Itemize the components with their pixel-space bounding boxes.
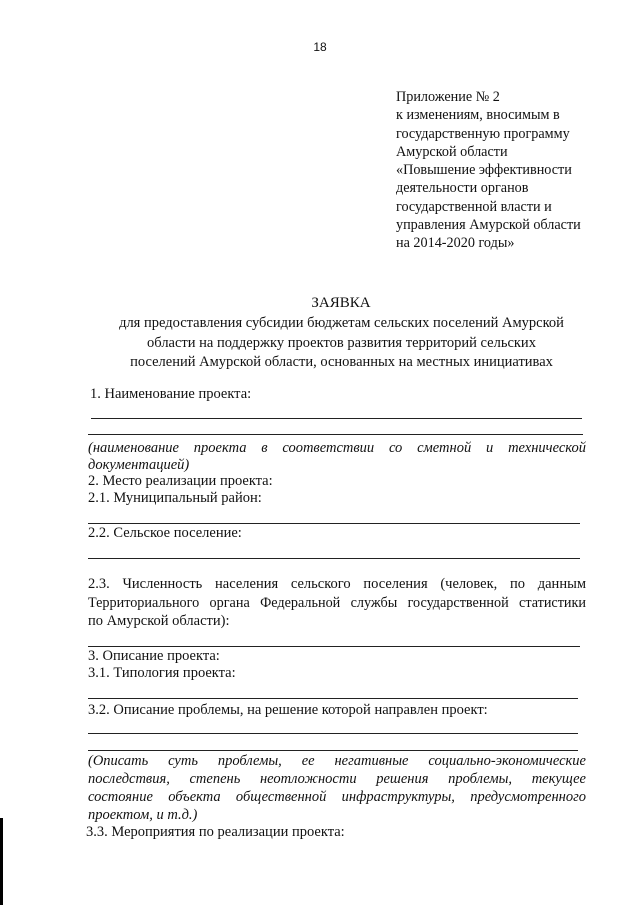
subtitle-line: поселений Амурской области, основанных на местных инициативах <box>130 354 553 370</box>
appendix-line: управления Амурской области <box>396 217 581 234</box>
subtitle-line: для предоставления субсидии бюджетам сельских поселений Амурской <box>119 315 564 331</box>
fill-line[interactable] <box>88 750 578 751</box>
appendix-line: на 2014-2020 годы» <box>396 235 515 252</box>
item-3-note: последствия, степень неотложности решения проблемы, текущее <box>88 771 586 787</box>
fill-line[interactable] <box>88 646 580 647</box>
item-2-1-label: 2.1. Муниципальный район: <box>88 490 262 506</box>
appendix-line: деятельности органов <box>396 180 529 197</box>
item-3-1-label: 3.1. Типология проекта: <box>88 665 236 681</box>
fill-line[interactable] <box>88 558 580 559</box>
item-3-note: (Описать суть проблемы, ее негативные социально-экономические <box>88 753 586 769</box>
item-1-label: 1. Наименование проекта: <box>90 386 252 402</box>
appendix-line: «Повышение эффективности <box>396 162 572 179</box>
item-1-note: документацией) <box>88 457 190 473</box>
appendix-line: Приложение № 2 <box>396 89 500 105</box>
item-3-note: проектом, и т.д.) <box>88 807 198 823</box>
fill-line[interactable] <box>88 434 583 435</box>
item-2-label: 2. Место реализации проекта: <box>88 473 273 489</box>
appendix-note <box>396 88 581 253</box>
item-3-label: 3. Описание проекта: <box>88 648 220 664</box>
appendix-line: государственную программу <box>396 125 570 142</box>
item-2-3-text: Территориального органа Федеральной службы государственной статистики <box>88 595 586 611</box>
item-2-3-text: 2.3. Численность населения сельского поселения (человек, по данным <box>88 576 586 592</box>
fill-line[interactable] <box>91 418 582 419</box>
item-3-note: состояние объекта общественной инфраструктуры, предусмотренного <box>88 789 586 805</box>
item-1-note: (наименование проекта в соответствии со сметной и технической <box>88 440 586 456</box>
appendix-line: к изменениям, вносимым в <box>396 107 560 124</box>
item-3-2-label: 3.2. Описание проблемы, на решение которой направлен проект: <box>88 702 488 718</box>
fill-line[interactable] <box>88 523 580 524</box>
appendix-line: государственной власти и <box>396 198 552 215</box>
document-title: ЗАЯВКА <box>311 295 371 311</box>
item-2-3-text: по Амурской области): <box>88 613 230 629</box>
page-number: 18 <box>313 40 327 54</box>
item-3-3-label: 3.3. Мероприятия по реализации проекта: <box>86 824 345 840</box>
fill-line[interactable] <box>88 733 578 734</box>
subtitle-line: области на поддержку проектов развития территорий сельских <box>147 334 536 351</box>
scan-edge-artifact <box>0 818 3 905</box>
document-subtitle <box>80 314 603 373</box>
fill-line[interactable] <box>88 698 578 699</box>
appendix-line: Амурской области <box>396 143 508 160</box>
item-2-2-label: 2.2. Сельское поселение: <box>88 525 242 541</box>
